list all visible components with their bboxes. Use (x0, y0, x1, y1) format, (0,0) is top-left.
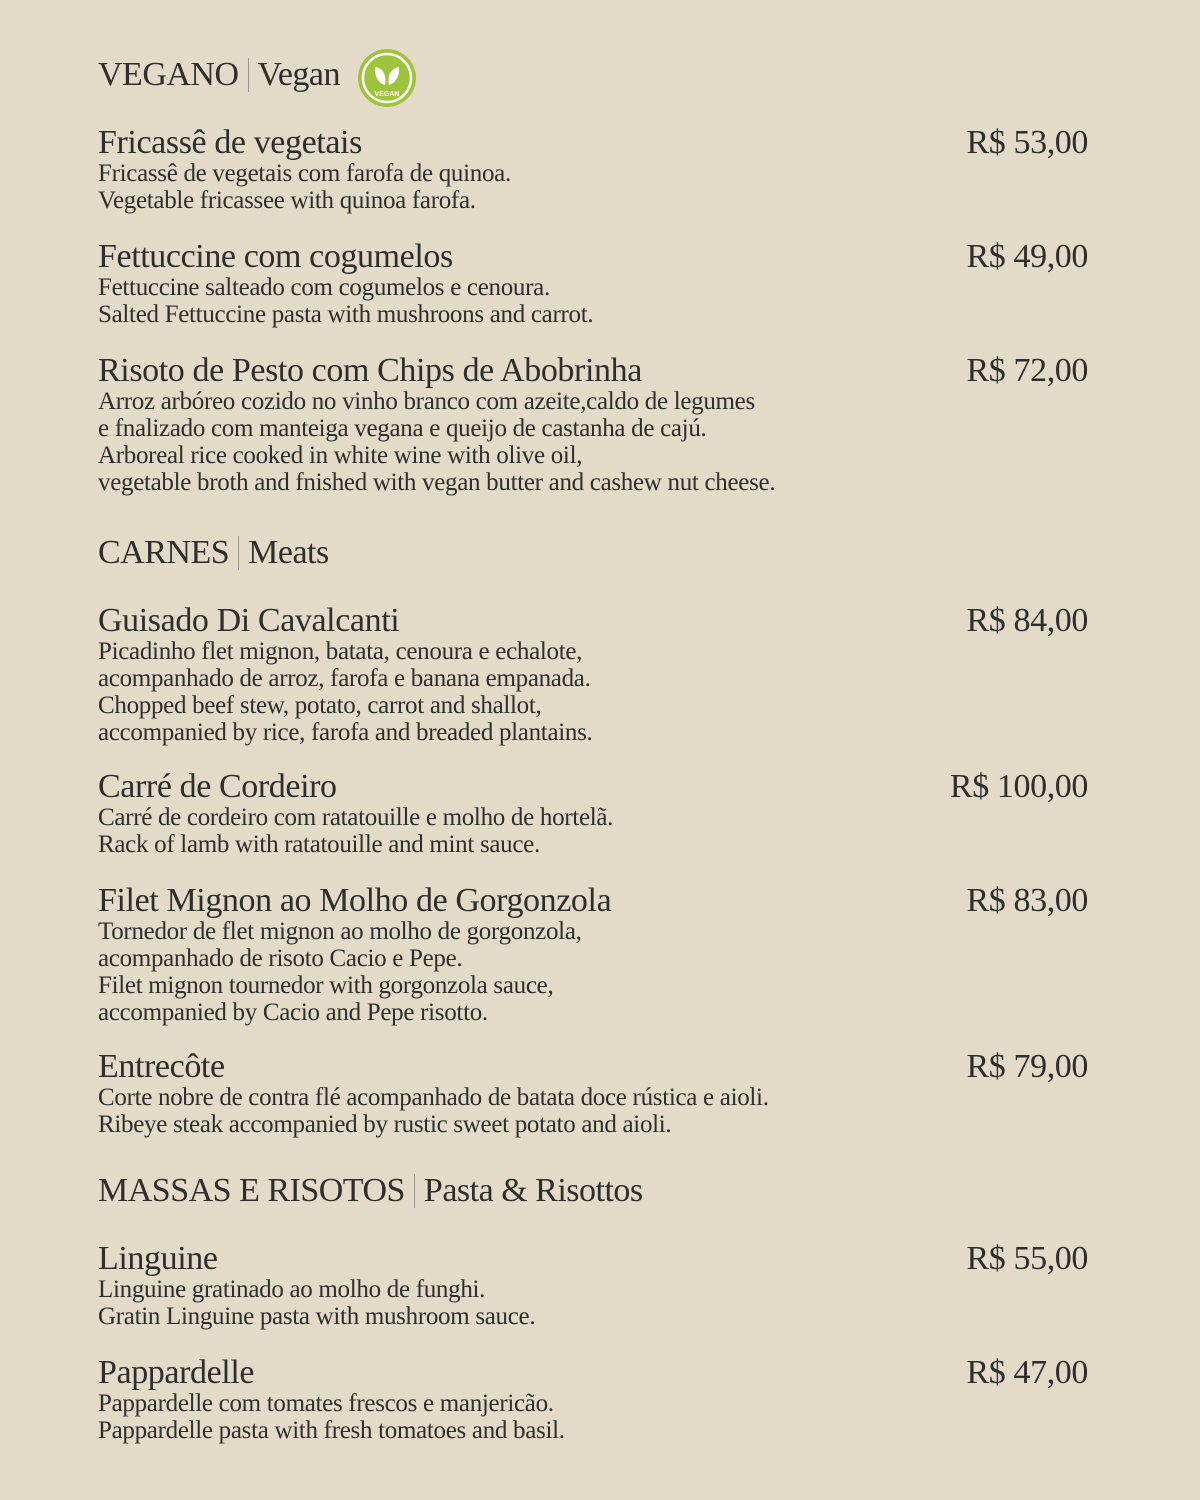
description-line: Ribeye steak accompanied by rustic sweet potato and aioli. (98, 1111, 672, 1138)
description-line: accompanied by Cacio and Pepe risotto. (98, 999, 488, 1026)
item-description (98, 1084, 1098, 1138)
menu-item (98, 126, 1098, 214)
item-description (98, 1276, 1098, 1330)
item-price: R$ 55,00 (966, 1240, 1088, 1277)
item-price: R$ 83,00 (966, 882, 1088, 919)
section-title: MASSAS E RISOTOS (98, 1172, 405, 1209)
section-header-carnes (98, 534, 329, 572)
item-name: Filet Mignon ao Molho de Gorgonzola (98, 882, 612, 919)
item-name: Carré de Cordeiro (98, 768, 337, 805)
item-description (98, 1390, 1098, 1444)
description-line: Fricassê de vegetais com farofa de quinoa. (98, 160, 511, 187)
section-subtitle: Vegan (257, 56, 341, 93)
description-line: Linguine gratinado ao molho de funghi. (98, 1276, 486, 1303)
description-line: Arboreal rice cooked in white wine with olive oil, (98, 442, 583, 469)
description-line: Arroz arbóreo cozido no vinho branco com azeite,caldo de legumes (98, 388, 755, 415)
description-line: Rack of lamb with ratatouille and mint sauce. (98, 831, 540, 858)
item-description (98, 638, 1098, 746)
description-line: Carré de cordeiro com ratatouille e molho de hortelã. (98, 804, 614, 831)
menu-item (98, 1356, 1098, 1444)
menu-item (98, 770, 1098, 858)
description-line: e fnalizado com manteiga vegana e queijo de castanha de cajú. (98, 415, 707, 442)
description-line: vegetable broth and fnished with vegan butter and cashew nut cheese. (98, 469, 776, 496)
menu-item (98, 240, 1098, 328)
section-subtitle: Meats (248, 534, 329, 571)
description-line: Chopped beef stew, potato, carrot and shallot, (98, 692, 542, 719)
item-description (98, 918, 1098, 1026)
description-line: Corte nobre de contra flé acompanhado de batata doce rústica e aioli. (98, 1084, 769, 1111)
item-price: R$ 100,00 (949, 768, 1088, 805)
item-price: R$ 72,00 (966, 352, 1088, 389)
section-divider (248, 58, 249, 92)
section-divider (414, 1174, 415, 1208)
description-line: Filet mignon tournedor with gorgonzola sauce, (98, 972, 554, 999)
item-name: Pappardelle (98, 1354, 255, 1391)
description-line: Picadinho flet mignon, batata, cenoura e echalote, (98, 638, 583, 665)
item-name: Risoto de Pesto com Chips de Abobrinha (98, 352, 642, 389)
menu-item (98, 884, 1098, 1026)
description-line: acompanhado de risoto Cacio e Pepe. (98, 945, 463, 972)
item-price: R$ 53,00 (966, 124, 1088, 161)
description-line: Tornedor de flet mignon ao molho de gorgonzola, (98, 918, 582, 945)
section-subtitle: Pasta & Risottos (423, 1172, 643, 1209)
item-price: R$ 79,00 (966, 1048, 1088, 1085)
description-line: Vegetable fricassee with quinoa farofa. (98, 187, 476, 214)
description-line: Pappardelle pasta with fresh tomatoes and basil. (98, 1417, 565, 1444)
description-line: Fettuccine salteado com cogumelos e cenoura. (98, 274, 550, 301)
item-name: Fettuccine com cogumelos (98, 238, 453, 275)
item-price: R$ 49,00 (966, 238, 1088, 275)
description-line: Salted Fettuccine pasta with mushroons and carrot. (98, 301, 594, 328)
section-divider (238, 536, 239, 570)
description-line: accompanied by rice, farofa and breaded plantains. (98, 719, 593, 746)
menu-item (98, 1242, 1098, 1330)
section-header-massas (98, 1172, 643, 1210)
item-description (98, 804, 1098, 858)
item-name: Guisado Di Cavalcanti (98, 602, 400, 639)
menu-item (98, 604, 1098, 746)
menu-item (98, 1050, 1098, 1138)
vegan-badge-text: VEGAN (374, 91, 400, 98)
section-title: CARNES (98, 534, 230, 571)
item-name: Entrecôte (98, 1048, 225, 1085)
leaf-icon (358, 49, 416, 107)
description-line: acompanhado de arroz, farofa e banana empanada. (98, 665, 591, 692)
item-price: R$ 47,00 (966, 1354, 1088, 1391)
menu-item (98, 354, 1098, 496)
description-line: Gratin Linguine pasta with mushroom sauce. (98, 1303, 536, 1330)
item-name: Fricassê de vegetais (98, 124, 362, 161)
vegan-badge (358, 49, 416, 107)
item-name: Linguine (98, 1240, 218, 1277)
section-title: VEGANO (98, 56, 239, 93)
item-description (98, 274, 1098, 328)
section-header-vegano (98, 56, 340, 94)
item-price: R$ 84,00 (966, 602, 1088, 639)
description-line: Pappardelle com tomates frescos e manjericão. (98, 1390, 554, 1417)
item-description (98, 388, 1098, 496)
item-description (98, 160, 1098, 214)
